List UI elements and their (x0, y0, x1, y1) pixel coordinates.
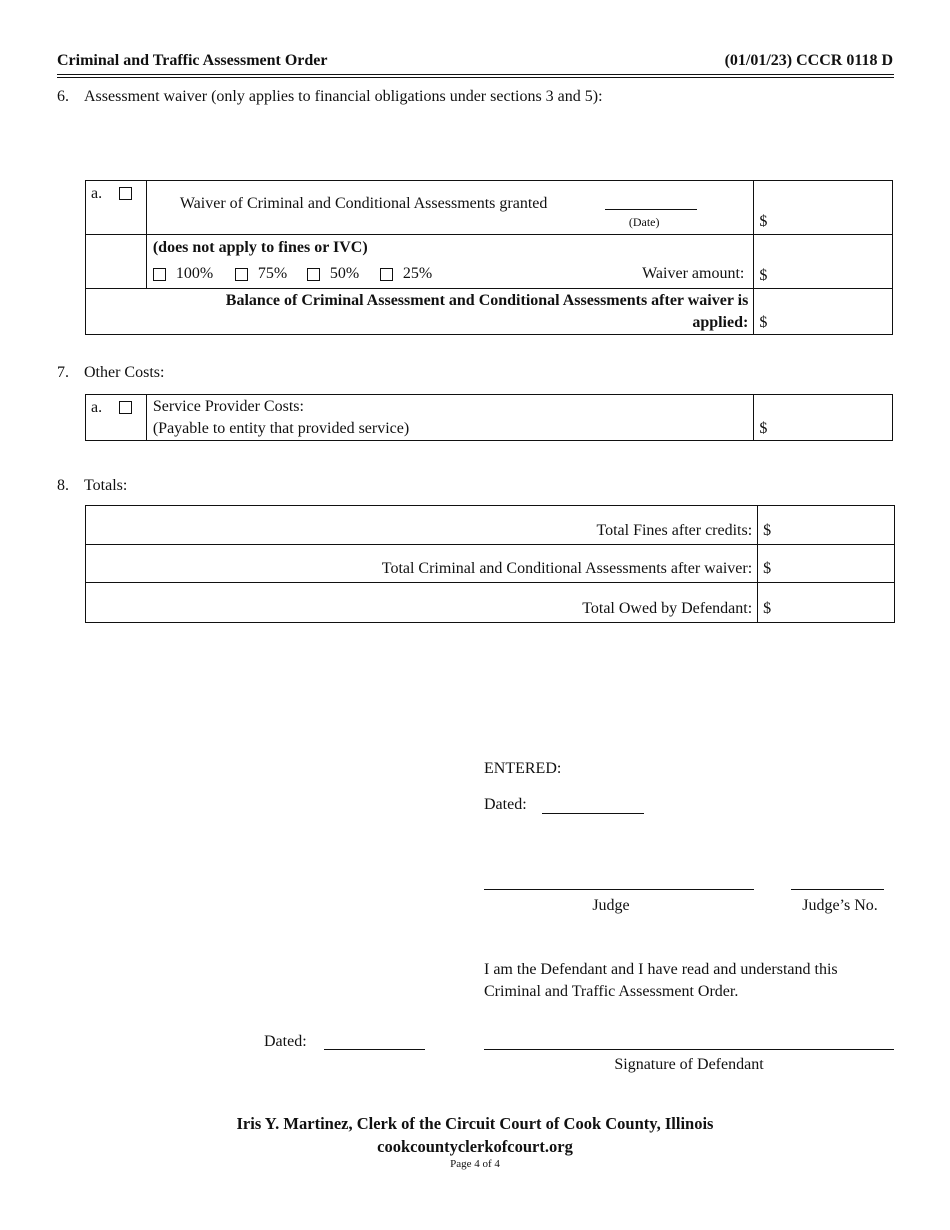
percent-75-label: 75% (257, 265, 288, 282)
footer-clerk: Iris Y. Martinez, Clerk of the Circuit Court of Cook County, Illinois (236, 1114, 714, 1133)
judge-number-caption: Judge’s No. (802, 897, 878, 914)
currency-symbol: $ (759, 213, 768, 230)
waiver-percent-cell (146, 235, 753, 289)
section-6-number: 6. (57, 88, 69, 105)
entered-label: ENTERED: (484, 760, 562, 777)
total-fines-label: Total Fines after credits: (596, 522, 753, 539)
waiver-granted-amount-cell (754, 181, 893, 235)
total-assessments-label: Total Criminal and Conditional Assessments after waiver: (381, 560, 753, 577)
percent-option-25[interactable] (380, 265, 432, 283)
total-owed-amount-cell (758, 583, 895, 623)
percent-option-100[interactable] (153, 265, 213, 283)
form-code: (01/01/23) CCCR 0118 D (724, 52, 893, 69)
service-costs-line1: Service Provider Costs: (152, 398, 304, 415)
waiver-percent-empty-cell (86, 235, 147, 289)
section-7-number: 7. (57, 364, 69, 381)
currency-symbol: $ (759, 420, 768, 437)
waiver-granted-cell (146, 181, 753, 235)
total-fines-amount-cell (758, 506, 895, 545)
balance-label-cell (86, 289, 754, 335)
percent-25-checkbox[interactable] (380, 268, 393, 281)
total-assessments-label-cell (86, 545, 758, 583)
service-costs-amount-cell (754, 395, 893, 441)
defendant-signature-caption: Signature of Defendant (614, 1056, 764, 1073)
row-a-label: a. (91, 185, 103, 202)
balance-label-line1: Balance of Criminal Assessment and Conditional Assessments after waiver is (225, 292, 749, 309)
total-owed-label-cell (86, 583, 758, 623)
waiver-table (85, 180, 893, 335)
defendant-date-line[interactable] (324, 1049, 425, 1050)
footer-website: cookcountyclerkofcourt.org (377, 1137, 573, 1156)
currency-symbol: $ (763, 522, 772, 539)
row-a-label: a. (91, 399, 103, 416)
balance-amount-cell (754, 289, 893, 335)
currency-symbol: $ (763, 560, 772, 577)
currency-symbol: $ (759, 267, 768, 284)
waiver-amount-label: Waiver amount: (642, 265, 745, 282)
percent-50-checkbox[interactable] (307, 268, 320, 281)
service-costs-checkbox[interactable] (119, 401, 132, 414)
waiver-row-a-cell (86, 181, 147, 235)
section-6-heading: Assessment waiver (only applies to financial obligations under sections 3 and 5): (84, 88, 603, 105)
header-rule-bottom (57, 77, 894, 78)
currency-symbol: $ (763, 600, 772, 617)
form-title: Criminal and Traffic Assessment Order (57, 52, 328, 69)
waiver-date-line[interactable] (605, 209, 697, 210)
judge-caption: Judge (592, 897, 630, 914)
defendant-dated-label: Dated: (264, 1033, 307, 1050)
entered-dated-label: Dated: (484, 796, 527, 813)
percent-75-checkbox[interactable] (235, 268, 248, 281)
other-costs-table (85, 394, 893, 441)
total-owed-label: Total Owed by Defendant: (582, 600, 753, 617)
header-rule-top (57, 74, 894, 75)
total-fines-label-cell (86, 506, 758, 545)
waiver-date-caption: (Date) (628, 215, 660, 229)
waiver-granted-text: Waiver of Criminal and Conditional Assessments granted (179, 195, 548, 212)
balance-label-line2: applied: (692, 314, 749, 331)
judge-signature-line[interactable] (484, 889, 754, 890)
percent-option-50[interactable] (307, 265, 359, 283)
percent-25-label: 25% (402, 265, 433, 282)
waiver-granted-checkbox[interactable] (119, 187, 132, 200)
percent-50-label: 50% (329, 265, 360, 282)
section-8-number: 8. (57, 477, 69, 494)
footer-page-number: Page 4 of 4 (450, 1158, 500, 1170)
total-assessments-amount-cell (758, 545, 895, 583)
section-7-heading: Other Costs: (84, 364, 165, 381)
defendant-signature-line[interactable] (484, 1049, 894, 1050)
entered-date-line[interactable] (542, 813, 644, 814)
service-row-a-cell (86, 395, 147, 441)
currency-symbol: $ (759, 314, 768, 331)
service-costs-line2: (Payable to entity that provided service) (152, 420, 410, 437)
percent-100-label: 100% (175, 265, 214, 282)
totals-table (85, 505, 895, 623)
judge-number-line[interactable] (791, 889, 884, 890)
defendant-statement-line2: Criminal and Traffic Assessment Order. (484, 983, 739, 1000)
percent-option-75[interactable] (235, 265, 287, 283)
percent-100-checkbox[interactable] (153, 268, 166, 281)
waiver-amount-cell (754, 235, 893, 289)
section-8-heading: Totals: (84, 477, 128, 494)
defendant-statement-line1: I am the Defendant and I have read and understand this (484, 961, 838, 978)
not-apply-note: (does not apply to fines or IVC) (152, 239, 368, 256)
service-costs-cell (146, 395, 753, 441)
